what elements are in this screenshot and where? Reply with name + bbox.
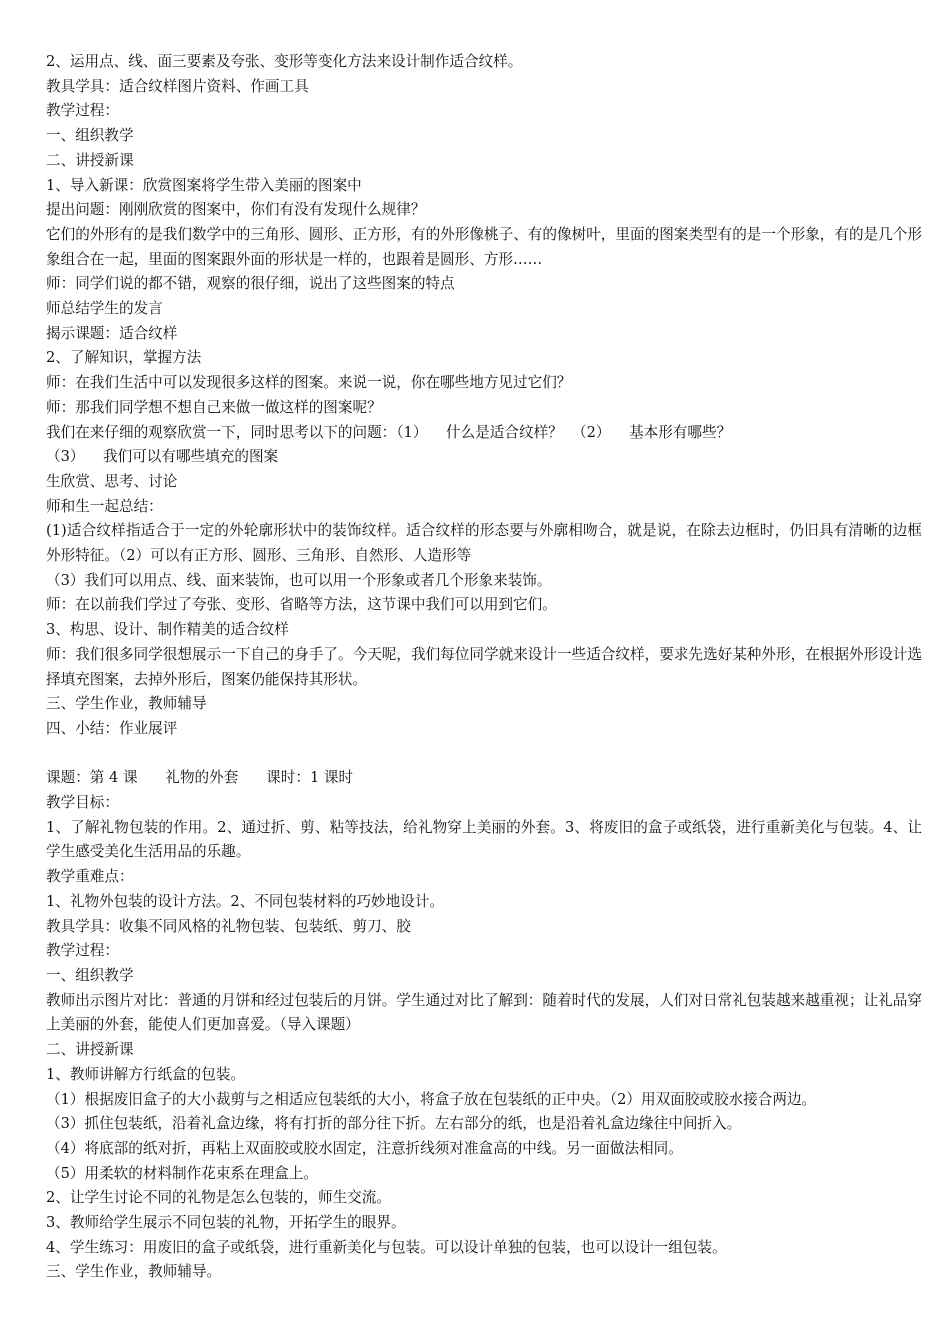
- text-line: 2、运用点、线、面三要素及夸张、变形等变化方法来设计制作适合纹样。: [46, 53, 523, 70]
- text-line: 教学目标：: [46, 794, 119, 812]
- text-line: 四、小结：作业展评: [46, 719, 178, 737]
- text-line: （4）将底部的纸对折，再粘上双面胶或胶水固定，注意折线须对准盒高的中线。另一面做法相同。: [46, 1139, 683, 1157]
- text-line: （3）我们可以用点、线、面来装饰，也可以用一个形象或者几个形象来装饰。: [46, 571, 552, 589]
- text-line: 教学过程：: [46, 942, 119, 960]
- text-line: 师总结学生的发言: [46, 300, 163, 318]
- text-line: （1）根据废旧盒子的大小裁剪与之相适应包装纸的大小，将盒子放在包装纸的正中央。（2）用双面胶或胶水接合两边。: [46, 1090, 817, 1108]
- text-line: 1、教师讲解方行纸盒的包装。: [46, 1065, 246, 1083]
- text-line: 一、组织教学: [46, 127, 134, 145]
- text-line: 我们在来仔细的观察欣赏一下，同时思考以下的问题：（1） 什么是适合纹样？ （2） 基本形有哪些？: [46, 423, 732, 441]
- text-line: 1、礼物外包装的设计方法。2、不同包装材料的巧妙地设计。: [46, 892, 445, 910]
- text-line: （5）用柔软的材料制作花束系在理盒上。: [46, 1164, 318, 1182]
- document-page: [46, 50, 922, 1285]
- text-line: 一、组织教学: [46, 967, 134, 984]
- text-line: 2、了解知识，掌握方法: [46, 349, 202, 367]
- text-line: （3）抓住包装纸，沿着礼盒边缘，将有打折的部分往下折。左右部分的纸，也是沿着礼盒边缘往中间折入。: [46, 1115, 742, 1133]
- text-line: 三、学生作业，教师辅导。: [46, 1263, 222, 1281]
- text-line: 提出问题：刚刚欣赏的图案中，你们有没有发现什么规律？: [46, 201, 426, 219]
- text-line: 师：同学们说的都不错，观察的很仔细，说出了这些图案的特点: [46, 275, 455, 293]
- text-line: 三、学生作业，教师辅导: [46, 695, 207, 713]
- text-line: 二、讲授新课: [46, 1041, 134, 1059]
- text-line: 3、教师给学生展示不同包装的礼物，开拓学生的眼界。: [46, 1214, 406, 1232]
- lesson-title-line: 课题：第 4 课 礼物的外套 课时：1 课时: [46, 769, 354, 787]
- blank-line: [46, 742, 922, 767]
- text-line: 生欣赏、思考、讨论: [46, 472, 178, 490]
- paragraph-summary: (1)适合纹样指适合于一定的外轮廓形状中的装饰纹样。适合纹样的形态要与外廓相吻合，就是说，在除去边框时，仍旧具有清晰的边框外形特征。（2）可以有正方形、圆形、三角形、自然形、人造形等: [46, 522, 922, 565]
- text-line: 师：在我们生活中可以发现很多这样的图案。来说一说，你在哪些地方见过它们？: [46, 374, 572, 392]
- text-line: 师：在以前我们学过了夸张、变形、省略等方法，这节课中我们可以用到它们。: [46, 596, 557, 614]
- text-line: 师和生一起总结：: [46, 497, 163, 515]
- text-line: （3） 我们可以有哪些填充的图案: [46, 448, 279, 466]
- text-line: 4、学生练习：用废旧的盒子或纸袋，进行重新美化与包装。可以设计单独的包装，也可以设计一组包装。: [46, 1238, 727, 1256]
- text-line: 1、导入新课：欣赏图案将学生带入美丽的图案中: [46, 176, 362, 194]
- text-line: 教具学具：适合纹样图片资料、作画工具: [46, 77, 309, 95]
- paragraph-goals: 1、了解礼物包装的作用。2、通过折、剪、粘等技法，给礼物穿上美丽的外套。3、将废旧的盒子或纸袋，进行重新美化与包装。4、让学生感受美化生活用品的乐趣。: [46, 818, 922, 861]
- text-line: 师：那我们同学想不想自己来做一做这样的图案呢？: [46, 398, 382, 416]
- text-line: 3、构思、设计、制作精美的适合纹样: [46, 621, 289, 639]
- text-line: 2、让学生讨论不同的礼物是怎么包装的，师生交流。: [46, 1189, 391, 1207]
- text-line: 二、讲授新课: [46, 151, 134, 169]
- paragraph-shapes: 它们的外形有的是我们数学中的三角形、圆形、正方形，有的外形像桃子、有的像树叶，里面的图案类型有的是一个形象，有的是几个形象组合在一起，里面的图案跟外面的形状是一样的，也跟着是圆形、方形……: [46, 225, 922, 268]
- paragraph-design: 师：我们很多同学很想展示一下自己的身手了。今天呢，我们每位同学就来设计一些适合纹样，要求先选好某种外形，在根据外形设计选择填充图案，去掉外形后，图案仍能保持其形状。: [46, 645, 922, 688]
- paragraph-intro: 教师出示图片对比：普通的月饼和经过包装后的月饼。学生通过对比了解到：随着时代的发展，人们对日常礼包装越来越重视；让礼品穿上美丽的外套，能使人们更加喜爱。（导入课题）: [46, 991, 922, 1034]
- text-line: 教学过程：: [46, 102, 119, 120]
- text-line: 教具学具：收集不同风格的礼物包装、包装纸、剪刀、胶: [46, 917, 411, 935]
- text-line: 揭示课题：适合纹样: [46, 324, 178, 342]
- text-line: 教学重难点：: [46, 868, 134, 886]
